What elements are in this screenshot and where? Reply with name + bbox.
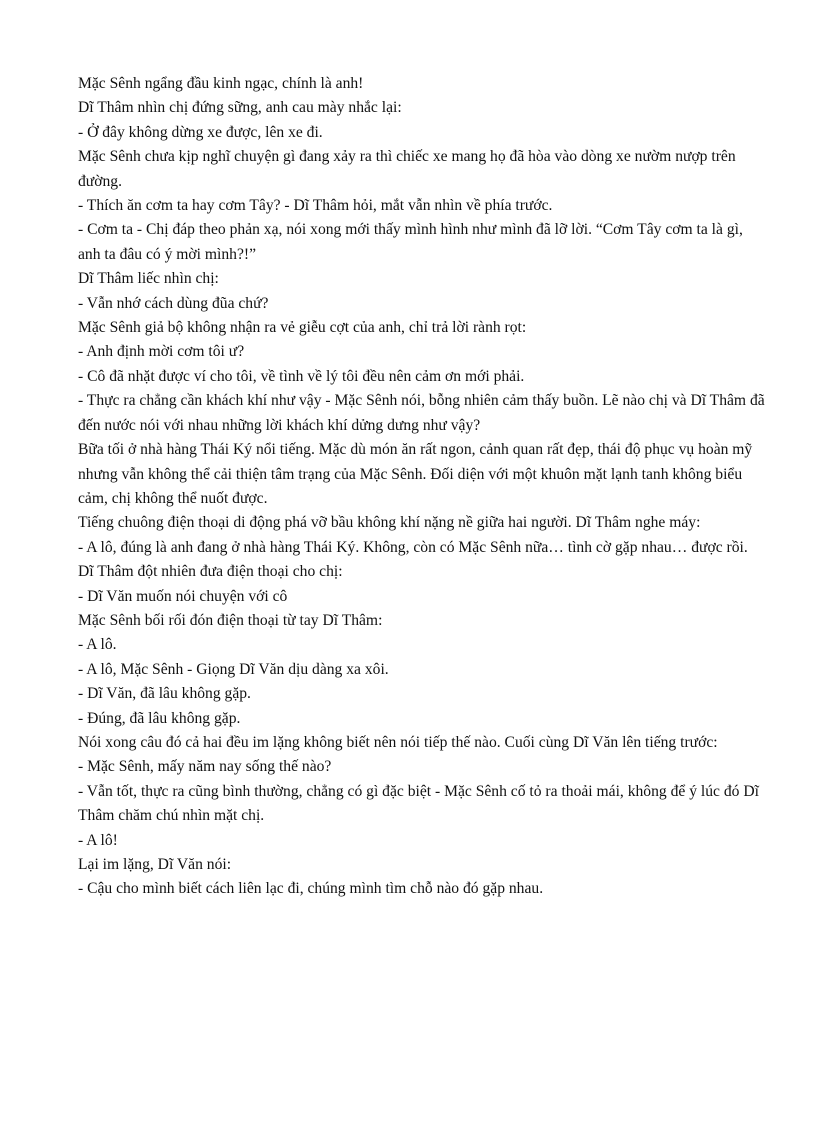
paragraph: Mặc Sênh chưa kịp nghĩ chuyện gì đang xảy ra thì chiếc xe mang họ đã hòa vào dòng xe nườm nượp trên đường. [78,148,736,190]
dialogue-line: - Vẫn nhớ cách dùng đũa chứ? [78,294,269,312]
paragraph: Nói xong câu đó cả hai đều im lặng không biết nên nói tiếp thế nào. Cuối cùng Dĩ Văn lên tiếng trước: [78,733,718,751]
paragraph: Mặc Sênh giả bộ không nhận ra vẻ giễu cợt của anh, chỉ trả lời rành rọt: [78,319,527,337]
paragraph: Mặc Sênh ngẩng đầu kinh ngạc, chính là anh! [78,75,364,92]
dialogue-line: - Dĩ Văn muốn nói chuyện với cô [78,587,288,605]
document-page [78,72,768,902]
dialogue-line: - A lô, Mặc Sênh - Giọng Dĩ Văn dịu dàng xa xôi. [78,660,389,678]
dialogue-line: - A lô, đúng là anh đang ở nhà hàng Thái Ký. Không, còn có Mặc Sênh nữa… tình cờ gặp nhau… được rồi. [78,538,748,556]
dialogue-line: - Cơm ta - Chị đáp theo phản xạ, nói xong mới thấy mình hình như mình đã lỡ lời. “Cơm Tây cơm ta là gì, anh ta đâu có ý mời mình?!” [78,221,743,263]
dialogue-line: - Đúng, đã lâu không gặp. [78,709,241,727]
paragraph: Lại im lặng, Dĩ Văn nói: [78,856,232,873]
dialogue-line: - A lô! [78,831,118,849]
dialogue-line: - Mặc Sênh, mấy năm nay sống thế nào? [78,758,332,776]
paragraph: Bữa tối ở nhà hàng Thái Ký nổi tiếng. Mặc dù món ăn rất ngon, cảnh quan rất đẹp, thái độ phục vụ hoàn mỹ nhưng vẫn không thể cải thiện tâm trạng của Mặc Sênh. Đối diện với một khuôn mặt lạnh tanh không biểu cảm, chị không thể nuốt được. [78,441,753,507]
paragraph: Dĩ Thâm nhìn chị đứng sững, anh cau mày nhắc lại: [78,99,402,117]
paragraph: Tiếng chuông điện thoại di động phá vỡ bầu không khí nặng nề giữa hai người. Dĩ Thâm nghe máy: [78,514,701,532]
dialogue-line: - Thực ra chẳng cần khách khí như vậy - Mặc Sênh nói, bỗng nhiên cảm thấy buồn. Lẽ nào chị và Dĩ Thâm đã đến nước nói với nhau những lời khách khí dửng dưng như vậy? [78,392,765,434]
paragraph: Mặc Sênh bối rối đón điện thoại từ tay Dĩ Thâm: [78,611,383,629]
dialogue-line: - Cô đã nhặt được ví cho tôi, về tình về lý tôi đều nên cảm ơn mới phải. [78,367,525,385]
dialogue-line: - Vẫn tốt, thực ra cũng bình thường, chẳng có gì đặc biệt - Mặc Sênh cố tỏ ra thoải mái, không để ý lúc đó Dĩ Thâm chăm chú nhìn mặt chị. [78,782,759,825]
dialogue-line: - Thích ăn cơm ta hay cơm Tây? - Dĩ Thâm hỏi, mắt vẫn nhìn về phía trước. [78,197,553,215]
dialogue-line: - A lô. [78,636,117,654]
dialogue-line: - Anh định mời cơm tôi ư? [78,343,245,361]
dialogue-line: - Dĩ Văn, đã lâu không gặp. [78,685,251,703]
paragraph: Dĩ Thâm đột nhiên đưa điện thoại cho chị: [78,563,343,581]
dialogue-line: - Cậu cho mình biết cách liên lạc đi, chúng mình tìm chỗ nào đó gặp nhau. [78,880,544,898]
dialogue-line: - Ở đây không dừng xe được, lên xe đi. [78,123,323,141]
paragraph: Dĩ Thâm liếc nhìn chị: [78,270,219,288]
